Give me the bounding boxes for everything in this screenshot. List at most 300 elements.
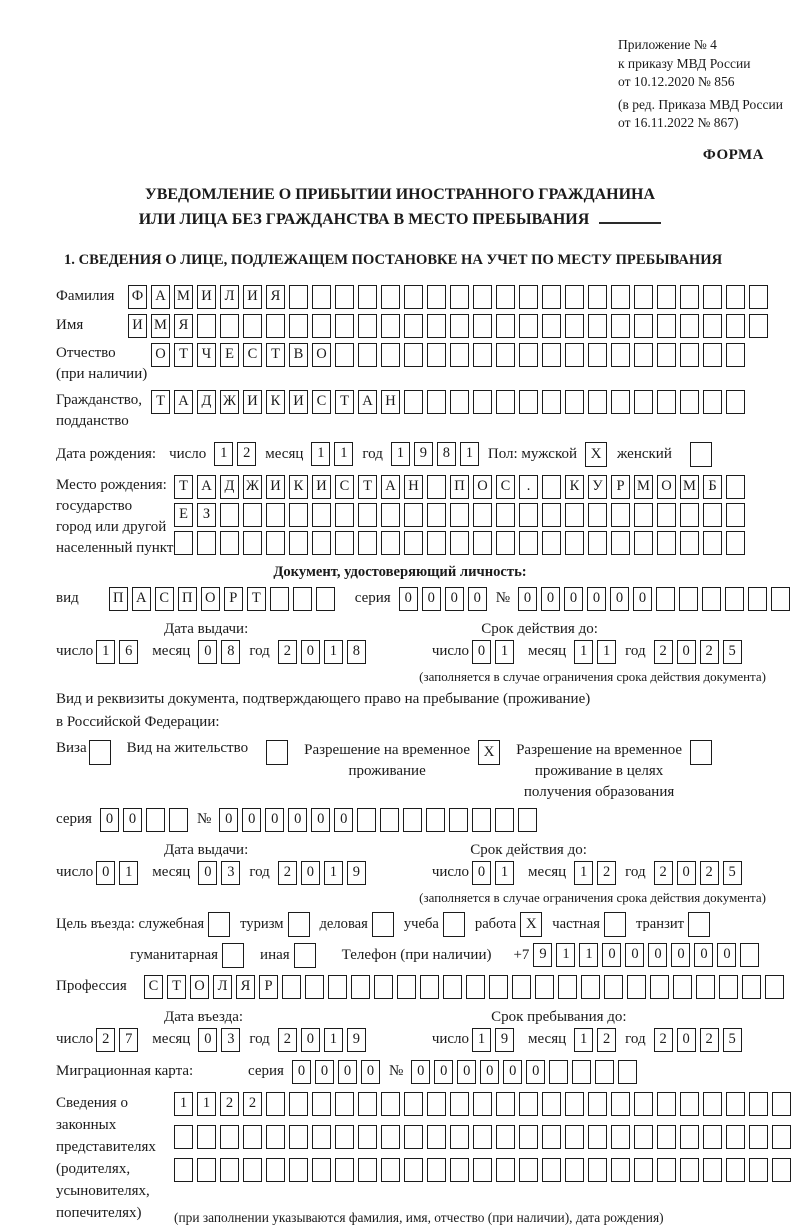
char-box[interactable] bbox=[496, 531, 515, 555]
char-box[interactable] bbox=[381, 285, 400, 309]
char-box[interactable] bbox=[197, 1125, 216, 1149]
char-box[interactable] bbox=[703, 1092, 722, 1116]
char-box[interactable] bbox=[618, 1060, 637, 1084]
char-box[interactable] bbox=[243, 531, 262, 555]
char-box[interactable]: 0 bbox=[198, 640, 217, 664]
char-box[interactable]: 2 bbox=[243, 1092, 262, 1116]
char-box[interactable] bbox=[726, 285, 745, 309]
char-box[interactable] bbox=[565, 343, 584, 367]
char-box[interactable]: Ж bbox=[220, 390, 239, 414]
char-box[interactable] bbox=[381, 1125, 400, 1149]
char-box[interactable]: 0 bbox=[677, 1028, 696, 1052]
char-box[interactable] bbox=[358, 1125, 377, 1149]
char-box[interactable] bbox=[749, 314, 768, 338]
char-box[interactable] bbox=[220, 1158, 239, 1182]
char-box[interactable] bbox=[427, 390, 446, 414]
char-box[interactable]: А bbox=[151, 285, 170, 309]
char-box[interactable] bbox=[772, 1092, 791, 1116]
char-box[interactable] bbox=[404, 1092, 423, 1116]
char-box[interactable] bbox=[289, 1125, 308, 1149]
char-box[interactable] bbox=[518, 808, 537, 832]
char-box[interactable] bbox=[243, 1158, 262, 1182]
char-box[interactable] bbox=[680, 343, 699, 367]
char-box[interactable] bbox=[519, 531, 538, 555]
char-box[interactable] bbox=[220, 531, 239, 555]
char-box[interactable]: М bbox=[634, 475, 653, 499]
char-box[interactable] bbox=[404, 503, 423, 527]
char-box[interactable] bbox=[473, 390, 492, 414]
char-box[interactable]: И bbox=[128, 314, 147, 338]
char-box[interactable] bbox=[380, 808, 399, 832]
char-box[interactable] bbox=[726, 390, 745, 414]
char-box[interactable] bbox=[243, 1125, 262, 1149]
char-box[interactable] bbox=[679, 587, 698, 611]
char-box[interactable] bbox=[512, 975, 531, 999]
char-box[interactable]: 9 bbox=[533, 943, 552, 967]
char-box[interactable]: 2 bbox=[220, 1092, 239, 1116]
char-box[interactable] bbox=[282, 975, 301, 999]
char-box[interactable]: 1 bbox=[574, 640, 593, 664]
char-box[interactable] bbox=[565, 390, 584, 414]
char-box[interactable] bbox=[174, 1125, 193, 1149]
char-box[interactable] bbox=[381, 1092, 400, 1116]
char-box[interactable] bbox=[680, 390, 699, 414]
char-box[interactable] bbox=[542, 314, 561, 338]
char-box[interactable]: Т bbox=[174, 475, 193, 499]
char-box[interactable]: М bbox=[151, 314, 170, 338]
char-box[interactable] bbox=[450, 531, 469, 555]
char-box[interactable]: 0 bbox=[242, 808, 261, 832]
char-box[interactable]: . bbox=[519, 475, 538, 499]
char-box[interactable]: 2 bbox=[597, 861, 616, 885]
char-box[interactable]: 0 bbox=[480, 1060, 499, 1084]
char-box[interactable] bbox=[765, 975, 784, 999]
char-box[interactable] bbox=[496, 1092, 515, 1116]
char-box[interactable] bbox=[611, 285, 630, 309]
char-box[interactable] bbox=[473, 1158, 492, 1182]
char-box[interactable] bbox=[397, 975, 416, 999]
char-box[interactable] bbox=[335, 1158, 354, 1182]
char-box[interactable]: 9 bbox=[414, 442, 433, 466]
char-box[interactable]: 3 bbox=[221, 861, 240, 885]
char-box[interactable] bbox=[335, 314, 354, 338]
char-box[interactable]: 2 bbox=[654, 861, 673, 885]
char-box[interactable] bbox=[472, 808, 491, 832]
char-box[interactable] bbox=[403, 808, 422, 832]
char-box[interactable]: 0 bbox=[472, 640, 491, 664]
char-box[interactable] bbox=[404, 1125, 423, 1149]
char-box[interactable]: С bbox=[312, 390, 331, 414]
char-box[interactable]: 1 bbox=[324, 1028, 343, 1052]
char-box[interactable] bbox=[680, 285, 699, 309]
char-box[interactable] bbox=[427, 475, 446, 499]
char-box[interactable]: О bbox=[312, 343, 331, 367]
char-box[interactable]: Я bbox=[174, 314, 193, 338]
char-box[interactable] bbox=[657, 1158, 676, 1182]
char-box[interactable]: О bbox=[657, 475, 676, 499]
char-box[interactable]: 0 bbox=[633, 587, 652, 611]
char-box[interactable] bbox=[174, 531, 193, 555]
char-box[interactable] bbox=[542, 1125, 561, 1149]
char-box[interactable]: 1 bbox=[119, 861, 138, 885]
char-box[interactable] bbox=[449, 808, 468, 832]
char-box[interactable] bbox=[703, 285, 722, 309]
char-box[interactable] bbox=[243, 314, 262, 338]
char-box[interactable] bbox=[358, 503, 377, 527]
purpose-tourism-checkbox[interactable] bbox=[288, 912, 310, 937]
char-box[interactable]: 1 bbox=[96, 640, 115, 664]
char-box[interactable]: 0 bbox=[541, 587, 560, 611]
char-box[interactable]: 9 bbox=[347, 861, 366, 885]
char-box[interactable] bbox=[725, 587, 744, 611]
char-box[interactable] bbox=[289, 314, 308, 338]
char-box[interactable] bbox=[542, 343, 561, 367]
char-box[interactable] bbox=[450, 1092, 469, 1116]
char-box[interactable] bbox=[588, 531, 607, 555]
char-box[interactable] bbox=[702, 587, 721, 611]
char-box[interactable] bbox=[266, 1158, 285, 1182]
char-box[interactable]: 1 bbox=[174, 1092, 193, 1116]
char-box[interactable] bbox=[726, 503, 745, 527]
char-box[interactable] bbox=[565, 285, 584, 309]
char-box[interactable] bbox=[243, 503, 262, 527]
char-box[interactable] bbox=[680, 1158, 699, 1182]
char-box[interactable]: 3 bbox=[221, 1028, 240, 1052]
char-box[interactable]: С bbox=[496, 475, 515, 499]
char-box[interactable] bbox=[595, 1060, 614, 1084]
char-box[interactable]: 0 bbox=[587, 587, 606, 611]
char-box[interactable]: Н bbox=[404, 475, 423, 499]
char-box[interactable]: 2 bbox=[96, 1028, 115, 1052]
char-box[interactable]: Л bbox=[220, 285, 239, 309]
residence-permit-checkbox[interactable] bbox=[266, 740, 288, 765]
char-box[interactable] bbox=[657, 1092, 676, 1116]
char-box[interactable]: К bbox=[565, 475, 584, 499]
char-box[interactable] bbox=[404, 390, 423, 414]
char-box[interactable] bbox=[588, 343, 607, 367]
char-box[interactable] bbox=[519, 1092, 538, 1116]
char-box[interactable] bbox=[519, 503, 538, 527]
char-box[interactable] bbox=[611, 531, 630, 555]
char-box[interactable]: 1 bbox=[311, 442, 330, 466]
char-box[interactable]: 0 bbox=[301, 640, 320, 664]
char-box[interactable] bbox=[611, 503, 630, 527]
char-box[interactable] bbox=[611, 390, 630, 414]
char-box[interactable] bbox=[312, 1125, 331, 1149]
char-box[interactable] bbox=[611, 343, 630, 367]
char-box[interactable]: С bbox=[144, 975, 163, 999]
char-box[interactable]: П bbox=[450, 475, 469, 499]
char-box[interactable] bbox=[565, 503, 584, 527]
char-box[interactable]: 0 bbox=[434, 1060, 453, 1084]
char-box[interactable] bbox=[358, 531, 377, 555]
char-box[interactable] bbox=[427, 1125, 446, 1149]
char-box[interactable]: 1 bbox=[597, 640, 616, 664]
char-box[interactable]: 0 bbox=[338, 1060, 357, 1084]
char-box[interactable]: 0 bbox=[219, 808, 238, 832]
char-box[interactable] bbox=[293, 587, 312, 611]
char-box[interactable] bbox=[558, 975, 577, 999]
char-box[interactable]: 8 bbox=[347, 640, 366, 664]
purpose-humanitarian-checkbox[interactable] bbox=[222, 943, 244, 968]
char-box[interactable] bbox=[473, 343, 492, 367]
char-box[interactable]: Т bbox=[335, 390, 354, 414]
char-box[interactable]: 2 bbox=[654, 1028, 673, 1052]
purpose-transit-checkbox[interactable] bbox=[688, 912, 710, 937]
char-box[interactable]: 0 bbox=[100, 808, 119, 832]
char-box[interactable] bbox=[450, 1125, 469, 1149]
char-box[interactable] bbox=[358, 1158, 377, 1182]
char-box[interactable]: 1 bbox=[460, 442, 479, 466]
char-box[interactable] bbox=[473, 1092, 492, 1116]
char-box[interactable]: 2 bbox=[597, 1028, 616, 1052]
char-box[interactable]: К bbox=[289, 475, 308, 499]
char-box[interactable] bbox=[703, 343, 722, 367]
char-box[interactable] bbox=[266, 531, 285, 555]
char-box[interactable]: 0 bbox=[301, 861, 320, 885]
char-box[interactable]: Т bbox=[358, 475, 377, 499]
char-box[interactable]: Ж bbox=[243, 475, 262, 499]
char-box[interactable] bbox=[381, 314, 400, 338]
char-box[interactable]: А bbox=[132, 587, 151, 611]
char-box[interactable] bbox=[466, 975, 485, 999]
char-box[interactable] bbox=[316, 587, 335, 611]
char-box[interactable] bbox=[335, 503, 354, 527]
char-box[interactable] bbox=[496, 285, 515, 309]
char-box[interactable]: И bbox=[197, 285, 216, 309]
char-box[interactable]: Ф bbox=[128, 285, 147, 309]
char-box[interactable]: 2 bbox=[654, 640, 673, 664]
char-box[interactable] bbox=[680, 531, 699, 555]
char-box[interactable] bbox=[565, 1092, 584, 1116]
char-box[interactable]: О bbox=[201, 587, 220, 611]
char-box[interactable] bbox=[496, 314, 515, 338]
char-box[interactable]: Т bbox=[247, 587, 266, 611]
char-box[interactable]: 0 bbox=[288, 808, 307, 832]
char-box[interactable] bbox=[565, 1158, 584, 1182]
char-box[interactable] bbox=[673, 975, 692, 999]
char-box[interactable]: 0 bbox=[677, 861, 696, 885]
char-box[interactable] bbox=[312, 285, 331, 309]
char-box[interactable] bbox=[427, 314, 446, 338]
char-box[interactable] bbox=[381, 503, 400, 527]
char-box[interactable] bbox=[404, 1158, 423, 1182]
char-box[interactable]: 0 bbox=[602, 943, 621, 967]
char-box[interactable]: А bbox=[381, 475, 400, 499]
char-box[interactable] bbox=[404, 314, 423, 338]
char-box[interactable] bbox=[358, 1092, 377, 1116]
char-box[interactable]: И bbox=[289, 390, 308, 414]
char-box[interactable]: 0 bbox=[717, 943, 736, 967]
char-box[interactable]: 8 bbox=[221, 640, 240, 664]
char-box[interactable] bbox=[565, 531, 584, 555]
char-box[interactable] bbox=[335, 285, 354, 309]
char-box[interactable] bbox=[427, 1092, 446, 1116]
char-box[interactable] bbox=[703, 503, 722, 527]
char-box[interactable]: 0 bbox=[564, 587, 583, 611]
char-box[interactable]: В bbox=[289, 343, 308, 367]
char-box[interactable] bbox=[266, 1092, 285, 1116]
char-box[interactable]: Д bbox=[220, 475, 239, 499]
char-box[interactable] bbox=[634, 314, 653, 338]
char-box[interactable] bbox=[726, 343, 745, 367]
char-box[interactable] bbox=[374, 975, 393, 999]
char-box[interactable] bbox=[726, 1158, 745, 1182]
char-box[interactable] bbox=[220, 314, 239, 338]
char-box[interactable]: 1 bbox=[391, 442, 410, 466]
char-box[interactable]: 5 bbox=[723, 640, 742, 664]
char-box[interactable]: 9 bbox=[347, 1028, 366, 1052]
char-box[interactable] bbox=[450, 390, 469, 414]
char-box[interactable]: 0 bbox=[422, 587, 441, 611]
char-box[interactable]: 2 bbox=[278, 1028, 297, 1052]
char-box[interactable] bbox=[358, 314, 377, 338]
char-box[interactable] bbox=[703, 531, 722, 555]
char-box[interactable]: 0 bbox=[648, 943, 667, 967]
char-box[interactable]: 0 bbox=[292, 1060, 311, 1084]
char-box[interactable] bbox=[634, 503, 653, 527]
char-box[interactable] bbox=[305, 975, 324, 999]
char-box[interactable] bbox=[146, 808, 165, 832]
char-box[interactable]: И bbox=[243, 390, 262, 414]
char-box[interactable] bbox=[588, 503, 607, 527]
char-box[interactable]: Я bbox=[236, 975, 255, 999]
char-box[interactable] bbox=[565, 1125, 584, 1149]
visa-checkbox[interactable] bbox=[89, 740, 111, 765]
purpose-private-checkbox[interactable] bbox=[604, 912, 626, 937]
char-box[interactable] bbox=[542, 1158, 561, 1182]
char-box[interactable] bbox=[426, 808, 445, 832]
char-box[interactable] bbox=[771, 587, 790, 611]
char-box[interactable]: 2 bbox=[700, 1028, 719, 1052]
temp-residence-checkbox[interactable]: X bbox=[478, 740, 500, 765]
char-box[interactable] bbox=[680, 314, 699, 338]
char-box[interactable]: С bbox=[335, 475, 354, 499]
char-box[interactable] bbox=[650, 975, 669, 999]
char-box[interactable] bbox=[427, 343, 446, 367]
char-box[interactable] bbox=[427, 531, 446, 555]
char-box[interactable] bbox=[328, 975, 347, 999]
char-box[interactable]: 0 bbox=[468, 587, 487, 611]
char-box[interactable] bbox=[748, 587, 767, 611]
char-box[interactable] bbox=[535, 975, 554, 999]
char-box[interactable]: 0 bbox=[334, 808, 353, 832]
char-box[interactable]: Д bbox=[197, 390, 216, 414]
char-box[interactable] bbox=[312, 1158, 331, 1182]
char-box[interactable] bbox=[266, 314, 285, 338]
char-box[interactable]: С bbox=[243, 343, 262, 367]
purpose-official-checkbox[interactable] bbox=[208, 912, 230, 937]
char-box[interactable] bbox=[358, 285, 377, 309]
char-box[interactable] bbox=[742, 975, 761, 999]
char-box[interactable]: 1 bbox=[324, 640, 343, 664]
char-box[interactable]: 0 bbox=[123, 808, 142, 832]
char-box[interactable]: 1 bbox=[495, 861, 514, 885]
char-box[interactable] bbox=[427, 1158, 446, 1182]
char-box[interactable] bbox=[335, 343, 354, 367]
char-box[interactable]: 2 bbox=[700, 861, 719, 885]
char-box[interactable] bbox=[634, 390, 653, 414]
char-box[interactable] bbox=[519, 343, 538, 367]
char-box[interactable]: О bbox=[190, 975, 209, 999]
char-box[interactable]: 0 bbox=[399, 587, 418, 611]
char-box[interactable] bbox=[358, 343, 377, 367]
char-box[interactable] bbox=[719, 975, 738, 999]
char-box[interactable] bbox=[680, 503, 699, 527]
char-box[interactable]: 0 bbox=[457, 1060, 476, 1084]
char-box[interactable] bbox=[473, 531, 492, 555]
char-box[interactable] bbox=[542, 475, 561, 499]
char-box[interactable] bbox=[450, 1158, 469, 1182]
char-box[interactable] bbox=[634, 1125, 653, 1149]
char-box[interactable] bbox=[496, 1158, 515, 1182]
char-box[interactable]: 0 bbox=[518, 587, 537, 611]
char-box[interactable] bbox=[572, 1060, 591, 1084]
char-box[interactable] bbox=[657, 314, 676, 338]
char-box[interactable] bbox=[519, 1125, 538, 1149]
char-box[interactable]: 9 bbox=[495, 1028, 514, 1052]
char-box[interactable] bbox=[542, 531, 561, 555]
char-box[interactable]: 0 bbox=[96, 861, 115, 885]
char-box[interactable] bbox=[473, 285, 492, 309]
char-box[interactable] bbox=[289, 285, 308, 309]
char-box[interactable] bbox=[726, 1092, 745, 1116]
char-box[interactable]: С bbox=[155, 587, 174, 611]
char-box[interactable] bbox=[680, 1092, 699, 1116]
char-box[interactable]: 0 bbox=[677, 640, 696, 664]
char-box[interactable]: У bbox=[588, 475, 607, 499]
char-box[interactable] bbox=[542, 285, 561, 309]
char-box[interactable] bbox=[611, 314, 630, 338]
char-box[interactable] bbox=[335, 1092, 354, 1116]
char-box[interactable] bbox=[420, 975, 439, 999]
char-box[interactable]: О bbox=[151, 343, 170, 367]
char-box[interactable] bbox=[197, 1158, 216, 1182]
char-box[interactable] bbox=[197, 314, 216, 338]
char-box[interactable]: 8 bbox=[437, 442, 456, 466]
char-box[interactable] bbox=[749, 285, 768, 309]
char-box[interactable] bbox=[427, 285, 446, 309]
char-box[interactable]: Б bbox=[703, 475, 722, 499]
char-box[interactable] bbox=[588, 1092, 607, 1116]
char-box[interactable]: П bbox=[109, 587, 128, 611]
char-box[interactable]: 1 bbox=[495, 640, 514, 664]
char-box[interactable] bbox=[289, 503, 308, 527]
female-checkbox[interactable] bbox=[690, 442, 712, 467]
char-box[interactable]: И bbox=[266, 475, 285, 499]
char-box[interactable] bbox=[519, 314, 538, 338]
char-box[interactable] bbox=[404, 285, 423, 309]
char-box[interactable] bbox=[604, 975, 623, 999]
char-box[interactable]: 2 bbox=[237, 442, 256, 466]
char-box[interactable] bbox=[726, 1125, 745, 1149]
char-box[interactable]: Р bbox=[259, 975, 278, 999]
char-box[interactable] bbox=[565, 314, 584, 338]
char-box[interactable] bbox=[703, 1158, 722, 1182]
char-box[interactable] bbox=[443, 975, 462, 999]
char-box[interactable] bbox=[270, 587, 289, 611]
char-box[interactable] bbox=[611, 1158, 630, 1182]
char-box[interactable] bbox=[404, 531, 423, 555]
char-box[interactable] bbox=[312, 1092, 331, 1116]
char-box[interactable] bbox=[703, 1125, 722, 1149]
char-box[interactable]: 0 bbox=[526, 1060, 545, 1084]
char-box[interactable] bbox=[351, 975, 370, 999]
char-box[interactable]: 0 bbox=[503, 1060, 522, 1084]
char-box[interactable] bbox=[726, 475, 745, 499]
purpose-work-checkbox[interactable]: X bbox=[520, 912, 542, 937]
char-box[interactable] bbox=[312, 503, 331, 527]
